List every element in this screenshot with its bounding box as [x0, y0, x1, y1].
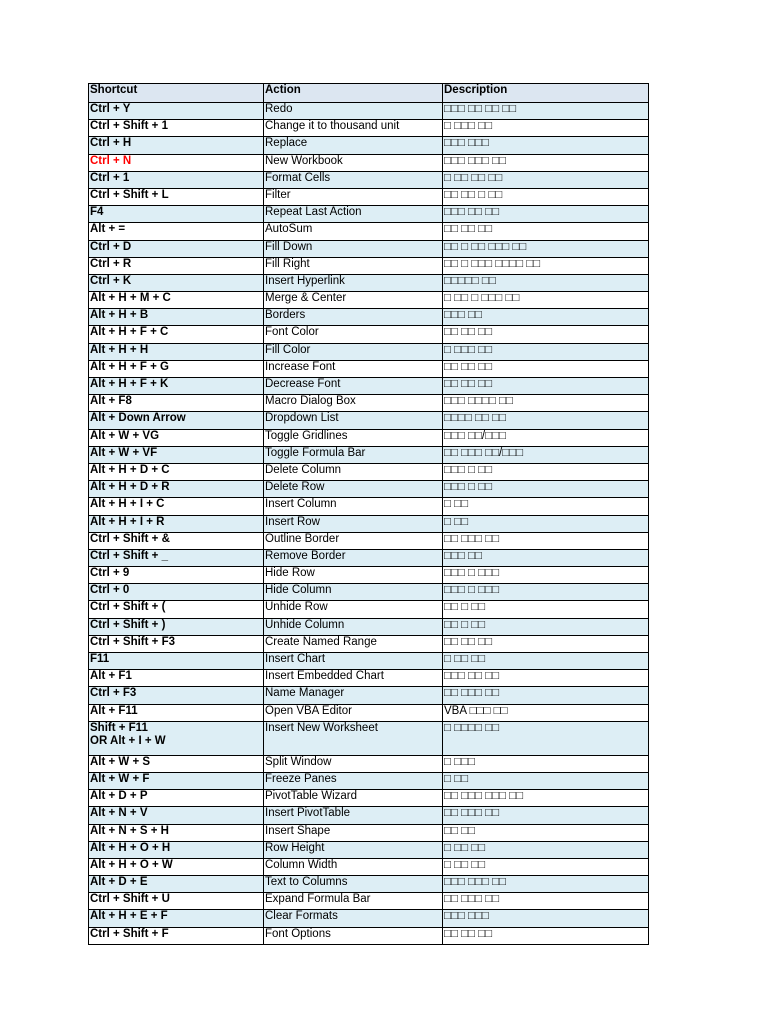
description-cell: □ □□ □□: [443, 653, 649, 670]
table-row: [89, 395, 649, 412]
action-cell: Insert New Worksheet: [264, 721, 443, 755]
shortcut-cell: Shift + F11 OR Alt + I + W: [89, 721, 264, 755]
table-row: [89, 120, 649, 137]
column-header-shortcut: Shortcut: [89, 84, 264, 103]
shortcut-cell: Ctrl + Shift + _: [89, 549, 264, 566]
action-cell: Change it to thousand unit: [264, 120, 443, 137]
action-cell: Expand Formula Bar: [264, 893, 443, 910]
action-cell: Open VBA Editor: [264, 704, 443, 721]
shortcut-cell: Alt + H + O + H: [89, 841, 264, 858]
action-cell: Delete Column: [264, 463, 443, 480]
description-cell: □□ □□ □□: [443, 635, 649, 652]
shortcut-cell: Ctrl + Shift + ): [89, 618, 264, 635]
table-row: [89, 429, 649, 446]
shortcut-cell: Alt + F11: [89, 704, 264, 721]
shortcut-cell: Alt + F8: [89, 395, 264, 412]
shortcut-cell: Alt + D + E: [89, 876, 264, 893]
table-row: [89, 704, 649, 721]
action-cell: Replace: [264, 137, 443, 154]
table-row: [89, 584, 649, 601]
description-cell: □□□□□ □□: [443, 274, 649, 291]
shortcut-cell: Alt + Down Arrow: [89, 412, 264, 429]
shortcut-cell: Alt + H + D + C: [89, 463, 264, 480]
shortcut-cell: Alt + H + F + K: [89, 378, 264, 395]
description-cell: □□ □□ □□: [443, 223, 649, 240]
action-cell: Delete Row: [264, 481, 443, 498]
table-row: [89, 824, 649, 841]
description-cell: □□ □□□ □□□ □□: [443, 790, 649, 807]
action-cell: Row Height: [264, 841, 443, 858]
shortcut-cell: Ctrl + Shift + F: [89, 927, 264, 944]
shortcut-cell: Ctrl + D: [89, 240, 264, 257]
action-cell: Unhide Column: [264, 618, 443, 635]
column-header-action: Action: [264, 84, 443, 103]
table-row: [89, 858, 649, 875]
description-cell: □□□ □ □□: [443, 481, 649, 498]
shortcut-cell: Alt + H + I + C: [89, 498, 264, 515]
action-cell: Fill Right: [264, 257, 443, 274]
description-cell: □□ □□ □□: [443, 360, 649, 377]
action-cell: Unhide Row: [264, 601, 443, 618]
table-row: [89, 137, 649, 154]
description-cell: □□ □□□ □□: [443, 532, 649, 549]
action-cell: Split Window: [264, 755, 443, 772]
shortcut-cell: Alt + =: [89, 223, 264, 240]
description-cell: □□ □□□ □□: [443, 893, 649, 910]
table-row: [89, 635, 649, 652]
shortcut-cell: Ctrl + Shift + L: [89, 188, 264, 205]
table-row: [89, 790, 649, 807]
table-row: [89, 188, 649, 205]
action-cell: Fill Down: [264, 240, 443, 257]
action-cell: Name Manager: [264, 687, 443, 704]
table-row: [89, 292, 649, 309]
description-cell: □□ □□: [443, 824, 649, 841]
description-cell: □□□ □ □□: [443, 463, 649, 480]
shortcut-cell: Alt + H + F + G: [89, 360, 264, 377]
action-cell: Font Color: [264, 326, 443, 343]
action-cell: Decrease Font: [264, 378, 443, 395]
description-cell: □ □□□ □□: [443, 343, 649, 360]
description-cell: □ □□ □□: [443, 841, 649, 858]
shortcut-cell: Ctrl + Y: [89, 103, 264, 120]
table-row: [89, 567, 649, 584]
description-cell: □ □□□: [443, 755, 649, 772]
action-cell: Insert Hyperlink: [264, 274, 443, 291]
shortcut-cell: Ctrl + Shift + U: [89, 893, 264, 910]
action-cell: Text to Columns: [264, 876, 443, 893]
shortcut-cell: Alt + N + S + H: [89, 824, 264, 841]
description-cell: □ □□: [443, 515, 649, 532]
shortcut-cell: Ctrl + 9: [89, 567, 264, 584]
action-cell: Hide Row: [264, 567, 443, 584]
description-cell: □□ □□ □□: [443, 326, 649, 343]
shortcut-cell: Alt + H + M + C: [89, 292, 264, 309]
shortcut-cell: Ctrl + N: [89, 154, 264, 171]
shortcut-cell: Alt + D + P: [89, 790, 264, 807]
action-cell: Redo: [264, 103, 443, 120]
shortcut-cell: Alt + F1: [89, 670, 264, 687]
shortcut-cell: Ctrl + K: [89, 274, 264, 291]
action-cell: Fill Color: [264, 343, 443, 360]
action-cell: Insert Embedded Chart: [264, 670, 443, 687]
shortcut-cell: Ctrl + 1: [89, 171, 264, 188]
table-row: [89, 309, 649, 326]
shortcut-cell: Alt + N + V: [89, 807, 264, 824]
shortcut-cell: Ctrl + Shift + (: [89, 601, 264, 618]
table-row: [89, 721, 649, 755]
table-row: [89, 772, 649, 789]
table-row: [89, 103, 649, 120]
table-row: [89, 481, 649, 498]
description-cell: □□□ □□ □□: [443, 206, 649, 223]
action-cell: Insert Row: [264, 515, 443, 532]
table-row: [89, 601, 649, 618]
table-row: [89, 360, 649, 377]
action-cell: Borders: [264, 309, 443, 326]
description-cell: □ □□: [443, 772, 649, 789]
shortcut-cell: Alt + H + F + C: [89, 326, 264, 343]
shortcut-cell: Ctrl + H: [89, 137, 264, 154]
action-cell: Insert Column: [264, 498, 443, 515]
table-row: [89, 910, 649, 927]
shortcut-cell: Alt + H + I + R: [89, 515, 264, 532]
table-row: [89, 257, 649, 274]
description-cell: □□□ □□□□ □□: [443, 395, 649, 412]
description-cell: □□ □ □□: [443, 618, 649, 635]
description-cell: □□□ □ □□□: [443, 584, 649, 601]
table-row: [89, 807, 649, 824]
description-cell: □ □□ □□: [443, 858, 649, 875]
description-cell: □□□□ □□ □□: [443, 412, 649, 429]
description-cell: □□□ □□□ □□: [443, 876, 649, 893]
description-cell: □□□ □□□: [443, 910, 649, 927]
shortcut-cell: Ctrl + R: [89, 257, 264, 274]
action-cell: Toggle Formula Bar: [264, 446, 443, 463]
shortcut-cell: Ctrl + Shift + &: [89, 532, 264, 549]
action-cell: AutoSum: [264, 223, 443, 240]
description-cell: □□ □ □□ □□□ □□: [443, 240, 649, 257]
table-row: [89, 670, 649, 687]
description-cell: □ □□□□ □□: [443, 721, 649, 755]
table-row: [89, 463, 649, 480]
header-row: [89, 84, 649, 103]
shortcut-cell: Ctrl + F3: [89, 687, 264, 704]
table-row: [89, 841, 649, 858]
description-cell: □□□ □□□ □□: [443, 154, 649, 171]
table-row: [89, 206, 649, 223]
action-cell: Hide Column: [264, 584, 443, 601]
table-row: [89, 653, 649, 670]
description-cell: □□ □□□ □□: [443, 687, 649, 704]
action-cell: PivotTable Wizard: [264, 790, 443, 807]
action-cell: Dropdown List: [264, 412, 443, 429]
action-cell: Repeat Last Action: [264, 206, 443, 223]
shortcut-cell: Alt + H + D + R: [89, 481, 264, 498]
description-cell: □ □□: [443, 498, 649, 515]
description-cell: □□ □ □□□ □□□□ □□: [443, 257, 649, 274]
description-cell: □□□ □ □□□: [443, 567, 649, 584]
table-row: [89, 171, 649, 188]
table-row: [89, 927, 649, 944]
action-cell: Freeze Panes: [264, 772, 443, 789]
shortcut-cell: Alt + W + VG: [89, 429, 264, 446]
action-cell: Insert PivotTable: [264, 807, 443, 824]
description-cell: □ □□ □ □□□ □□: [443, 292, 649, 309]
table-row: [89, 378, 649, 395]
shortcut-cell: Alt + W + VF: [89, 446, 264, 463]
table-row: [89, 154, 649, 171]
description-cell: □□ □□ □□: [443, 378, 649, 395]
action-cell: Merge & Center: [264, 292, 443, 309]
table-row: [89, 515, 649, 532]
shortcut-cell: Alt + H + H: [89, 343, 264, 360]
shortcut-cell: Alt + H + E + F: [89, 910, 264, 927]
action-cell: Toggle Gridlines: [264, 429, 443, 446]
shortcut-cell: Alt + W + F: [89, 772, 264, 789]
action-cell: Column Width: [264, 858, 443, 875]
description-cell: □ □□ □□ □□: [443, 171, 649, 188]
action-cell: Format Cells: [264, 171, 443, 188]
table-row: [89, 876, 649, 893]
table-row: [89, 549, 649, 566]
action-cell: Create Named Range: [264, 635, 443, 652]
description-cell: □□□ □□: [443, 549, 649, 566]
description-cell: □□□ □□/□□□: [443, 429, 649, 446]
table-row: [89, 446, 649, 463]
action-cell: Outline Border: [264, 532, 443, 549]
description-cell: □□□ □□ □□ □□: [443, 103, 649, 120]
table-row: [89, 893, 649, 910]
shortcut-cell: F4: [89, 206, 264, 223]
action-cell: New Workbook: [264, 154, 443, 171]
table-row: [89, 687, 649, 704]
shortcut-cell: Ctrl + Shift + F3: [89, 635, 264, 652]
action-cell: Insert Shape: [264, 824, 443, 841]
description-cell: VBA □□□ □□: [443, 704, 649, 721]
table-row: [89, 498, 649, 515]
shortcut-cell: Ctrl + 0: [89, 584, 264, 601]
shortcut-cell: Ctrl + Shift + 1: [89, 120, 264, 137]
shortcut-cell: Alt + H + B: [89, 309, 264, 326]
description-cell: □□ □□ □ □□: [443, 188, 649, 205]
description-cell: □ □□□ □□: [443, 120, 649, 137]
action-cell: Clear Formats: [264, 910, 443, 927]
column-header-description: Description: [443, 84, 649, 103]
description-cell: □□□ □□ □□: [443, 670, 649, 687]
shortcut-cell: F11: [89, 653, 264, 670]
shortcut-cell: Alt + W + S: [89, 755, 264, 772]
description-cell: □□ □ □□: [443, 601, 649, 618]
table-row: [89, 618, 649, 635]
description-cell: □□□ □□: [443, 309, 649, 326]
shortcut-cell: Alt + H + O + W: [89, 858, 264, 875]
description-cell: □□ □□□ □□: [443, 807, 649, 824]
table-row: [89, 532, 649, 549]
table-row: [89, 755, 649, 772]
action-cell: Macro Dialog Box: [264, 395, 443, 412]
action-cell: Filter: [264, 188, 443, 205]
table-row: [89, 343, 649, 360]
table-row: [89, 326, 649, 343]
description-cell: □□ □□□ □□/□□□: [443, 446, 649, 463]
table-row: [89, 223, 649, 240]
action-cell: Increase Font: [264, 360, 443, 377]
shortcut-table: [88, 83, 649, 945]
description-cell: □□□ □□□: [443, 137, 649, 154]
action-cell: Font Options: [264, 927, 443, 944]
description-cell: □□ □□ □□: [443, 927, 649, 944]
table-row: [89, 412, 649, 429]
table-row: [89, 274, 649, 291]
action-cell: Insert Chart: [264, 653, 443, 670]
table-row: [89, 240, 649, 257]
action-cell: Remove Border: [264, 549, 443, 566]
